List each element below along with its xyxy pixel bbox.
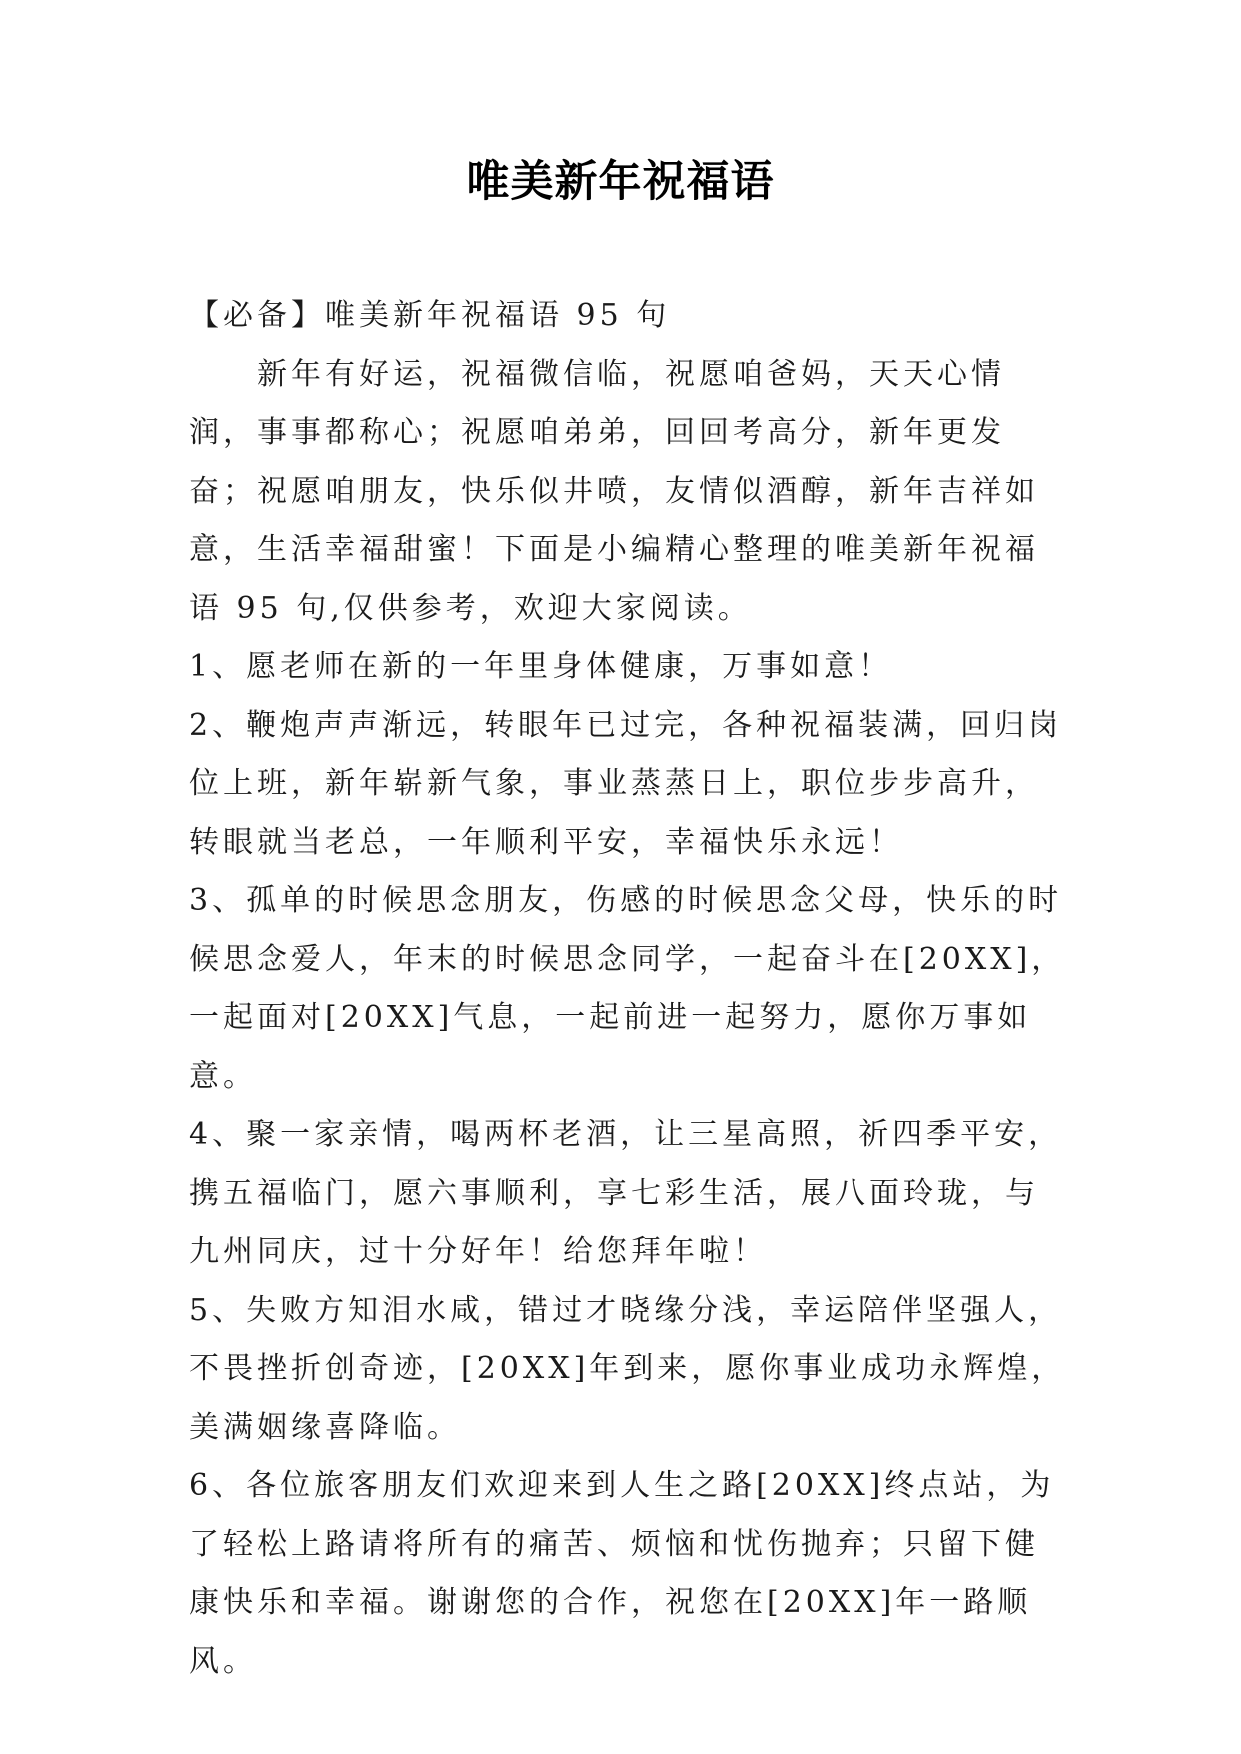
list-item: 2、鞭炮声声渐远，转眼年已过完，各种祝福装满，回归岗位上班，新年崭新气象，事业蒸蒸日上，职位步步高升，转眼就当老总，一年顺利平安，幸福快乐永远！ [189,707,1063,860]
intro-paragraph: 新年有好运，祝福微信临，祝愿咱爸妈，天天心情润，事事都称心；祝愿咱弟弟，回回考高分，新年更发奋；祝愿咱朋友，快乐似井喷，友情似酒醇，新年吉祥如意，生活幸福甜蜜！下面是小编精心整理的唯美新年祝福语 95 句,仅供参考，欢迎大家阅读。 [189,356,1039,626]
list-item: 3、孤单的时候思念朋友，伤感的时候思念父母，快乐的时候思念爱人，年末的时候思念同学，一起奋斗在[20XX]，一起面对[20XX]气息，一起前进一起努力，愿你万事如意。 [189,883,1066,1094]
document-title: 唯美新年祝福语 [466,157,775,207]
document-subtitle: 【必备】唯美新年祝福语 95 句 [189,298,671,333]
list-item: 1、愿老师在新的一年里身体健康，万事如意！ [189,649,893,684]
list-item: 6、各位旅客朋友们欢迎来到人生之路[20XX]终点站，为了轻松上路请将所有的痛苦、烦恼和忧伤抛弃；只留下健康快乐和幸福。谢谢您的合作，祝您在[20XX]年一路顺风。 [189,1468,1055,1679]
list-item: 5、失败方知泪水咸，错过才晓缘分浅，幸运陪伴坚强人，不畏挫折创奇迹，[20XX]年到来，愿你事业成功永辉煌，美满姻缘喜降临。 [189,1292,1066,1445]
list-item: 4、聚一家亲情，喝两杯老酒，让三星高照，祈四季平安，携五福临门，愿六事顺利，享七彩生活，展八面玲珑，与九州同庆，过十分好年！给您拜年啦！ [189,1117,1063,1269]
document-body [189,287,1069,1691]
